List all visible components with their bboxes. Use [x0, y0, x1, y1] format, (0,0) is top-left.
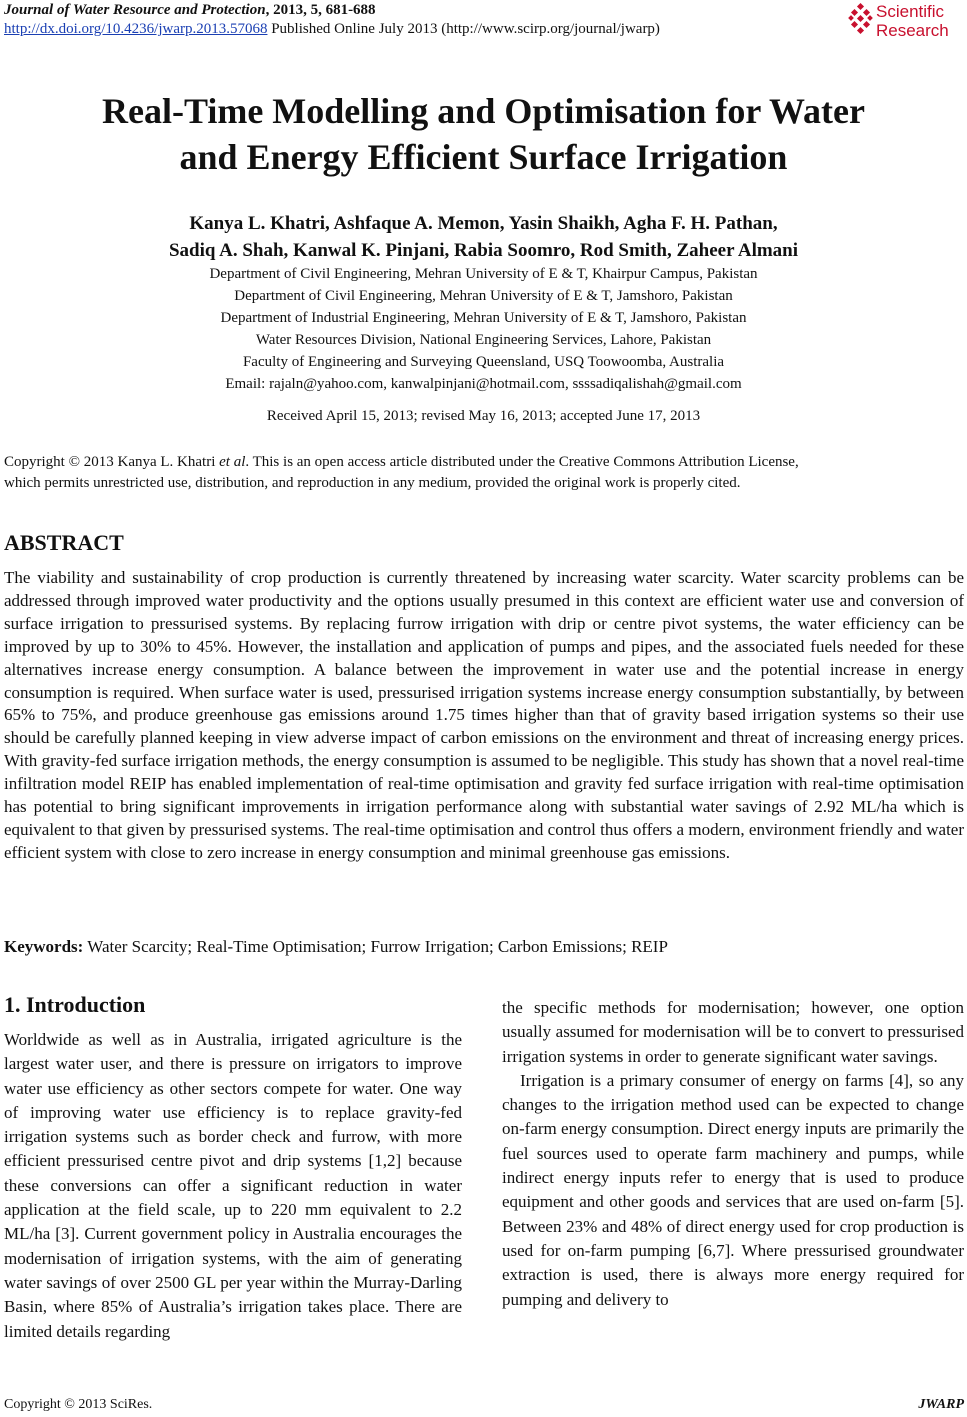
intro-paragraph-3: Irrigation is a primary consumer of energy on farms [4], so any changes to the irrigation method used can be expected to change on-farm energy consumption. Direct energy inputs are primarily the fuel sources used to operate farm machinery and pumps, while indirect energy inputs refer to energy that is used to produce equipment and other goods and services that are used on-farm [5]. Between 23% and 48% of direct energy used for crop production is used for on-farm pumping [6,7]. Where pressurised groundwater extraction is used, there is always more energy required for pumping and delivery to: [502, 1070, 964, 1309]
doi-link[interactable]: http://dx.doi.org/10.4236/jwarp.2013.57068: [4, 21, 268, 37]
author-list-line-1: Kanya L. Khatri, Ashfaque A. Memon, Yasin Shaikh, Agha F. H. Pathan,: [189, 213, 778, 234]
journal-name: Journal of Water Resource and Protection: [4, 2, 266, 18]
copyright-etal: et al: [219, 454, 246, 470]
footer-journal-abbrev: JWARP: [918, 1397, 964, 1412]
journal-volume-pages: , 2013, 5, 681-688: [265, 2, 376, 18]
received-dates: Received April 15, 2013; revised May 16, 2013; accepted June 17, 2013: [266, 408, 701, 424]
intro-paragraph-2: the specific methods for modernisation; however, one option usually assumed for modernisation will be to convert to pressurised irrigation systems in order to generate significant water savings.: [502, 998, 964, 1066]
journal-citation: [4, 2, 376, 19]
keywords-label: Keywords:: [4, 937, 84, 956]
left-column: [4, 1028, 462, 1344]
affiliations: [0, 263, 967, 395]
author-list-line-2: Sadiq A. Shah, Kanwal K. Pinjani, Rabia Soomro, Rod Smith, Zaheer Almani: [168, 240, 799, 261]
footer-copyright: Copyright © 2013 SciRes.: [4, 1397, 153, 1412]
copyright-line-1: [4, 452, 964, 473]
copyright-license: . This is an open access article distributed under the Creative Commons Attribution License,: [245, 454, 799, 470]
logo-text: [876, 2, 949, 40]
right-column: [502, 996, 964, 1312]
scientific-research-diamond-logo-icon: [848, 2, 874, 42]
copyright-notice: [4, 452, 964, 494]
logo-line-1: Scientific: [876, 2, 945, 21]
publisher-logo: [848, 2, 966, 42]
keywords-text: Water Scarcity; Real-Time Optimisation; Furrow Irrigation; Carbon Emissions; REIP: [83, 937, 668, 956]
intro-paragraph-1: Worldwide as well as in Australia, irrigated agriculture is the largest water user, and there is pressure on irrigators to improve water use efficiency as other sectors compete for water. One way of improving water use efficiency is to replace gravity-fed irrigation systems such as border check and furrow, with more efficient pressurised centre pivot and drip systems [1,2] because these conversions can offer a significant reduction in water application at the field scale, up to 220 mm equivalent to 2.2 ML/ha [3]. Current government policy in Australia encourages the modernisation of irrigation systems, with the aim of generating water savings of over 2500 GL per year within the Murray-Darling Basin, where 85% of Australia’s irrigation takes place. There are limited details regarding: [4, 1030, 462, 1341]
affiliation-4: Water Resources Division, National Engineering Services, Lahore, Pakistan: [255, 332, 712, 348]
paper-title-line-1: Real-Time Modelling and Optimisation for Water: [102, 91, 865, 131]
logo-line-2: Research: [876, 21, 949, 40]
abstract-heading: ABSTRACT: [4, 530, 124, 555]
copyright-line-2: which permits unrestricted use, distribution, and reproduction in any medium, provided the original work is properly cited.: [4, 475, 741, 491]
affiliation-5: Faculty of Engineering and Surveying Queensland, USQ Toowoomba, Australia: [242, 354, 725, 370]
keywords-line: [4, 937, 668, 957]
doi-line: [4, 21, 660, 38]
affiliation-3: Department of Industrial Engineering, Mehran University of E & T, Jamshoro, Pakistan: [220, 310, 747, 326]
introduction-heading: 1. Introduction: [4, 992, 146, 1017]
affiliation-2: Department of Civil Engineering, Mehran University of E & T, Jamshoro, Pakistan: [234, 288, 733, 304]
abstract-body: The viability and sustainability of crop production is currently threatened by increasing water scarcity. Water scarcity problems can be addressed through improved water productivity and the options usually presumed in this context are efficient water use and conversion of surface irrigation to pressurised systems. By replacing furrow irrigation with drip or centre pivot systems, the water efficiency can be improved by up to 30% to 45%. However, the installation and application of pumps and pipes, and the associated fuels needed for these alternatives increase energy consumption. A balance between the improvement in water use and the potential increase in energy consumption is required. When surface water is used, pressurised irrigation systems increase energy consumption substantially, by between 65% to 75%, and produce greenhouse gas emissions around 1.75 times higher than that of gravity based irrigation systems so their use should be carefully planned keeping in view adverse impact of carbon emissions on the environment and threat of increasing energy prices. With gravity-fed surface irrigation methods, the energy consumption is assumed to be negligible. This study has shown that a novel real-time infiltration model REIP has enabled implementation of real-time optimisation and gravity fed surface irrigation with real-time optimisation has potential to bring significant improvements in irrigation performance along with substantial water savings of 2.92 ML/ha which is equivalent to that given by pressurised systems. The real-time optimisation and control thus offers a modern, environment friendly and water efficient system with close to zero increase in energy consumption and minimal greenhouse gas emissions.: [4, 568, 964, 862]
email-line: Email: rajaln@yahoo.com, kanwalpinjani@hotmail.com, ssssadiqalishah@gmail.com: [225, 376, 742, 392]
copyright-holder: Copyright © 2013 Kanya L. Khatri: [4, 454, 220, 470]
published-online-text: Published Online July 2013 (http://www.scirp.org/journal/jwarp): [267, 21, 660, 37]
affiliation-1: Department of Civil Engineering, Mehran University of E & T, Khairpur Campus, Pakistan: [209, 266, 758, 282]
paper-title-line-2: and Energy Efficient Surface Irrigation: [179, 137, 788, 177]
